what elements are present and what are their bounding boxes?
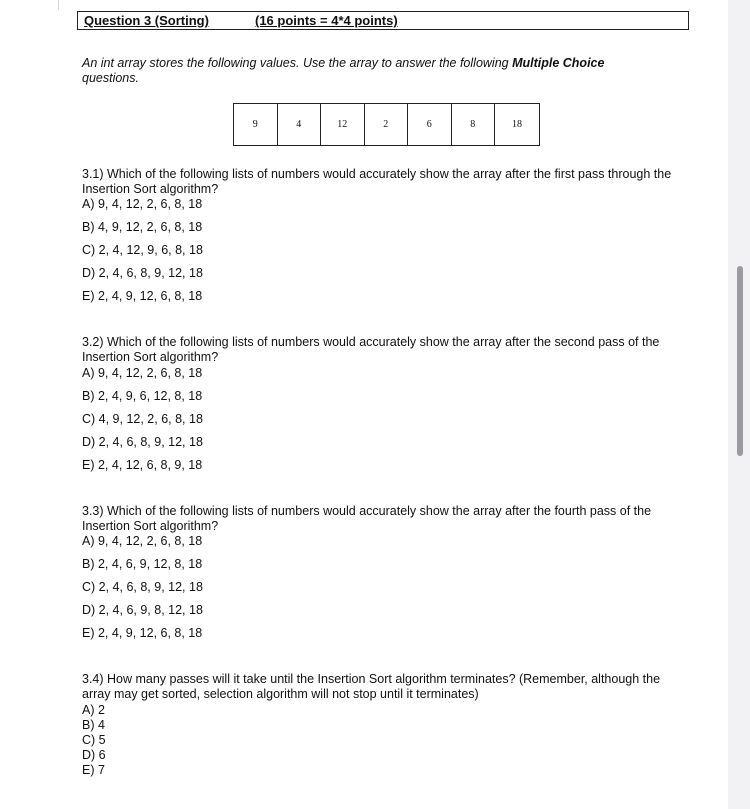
intro-text-end: questions.	[82, 71, 139, 85]
answer-option: A) 9, 4, 12, 2, 6, 8, 18	[82, 534, 203, 548]
answer-option: A) 9, 4, 12, 2, 6, 8, 18	[82, 366, 203, 380]
header-title: Question 3 (Sorting)	[84, 13, 209, 28]
array-table	[233, 103, 540, 146]
answer-option: D) 2, 4, 6, 9, 8, 12, 18	[82, 603, 203, 617]
answer-option: D) 6	[82, 748, 106, 762]
array-cell: 12	[321, 104, 365, 145]
array-cell: 4	[278, 104, 322, 145]
question-prompt: 3.2) Which of the following lists of numbers would accurately show the array after the second pass of the Insertion Sort algorithm?	[82, 335, 660, 364]
header-points: (16 points = 4*4 points)	[255, 13, 398, 28]
answer-option: D) 2, 4, 6, 8, 9, 12, 18	[82, 266, 203, 280]
answer-option: B) 2, 4, 9, 6, 12, 8, 18	[82, 389, 203, 403]
page-edge	[58, 0, 59, 10]
answer-option: E) 7	[82, 763, 105, 777]
array-cell: 9	[234, 104, 278, 145]
answer-option: A) 9, 4, 12, 2, 6, 8, 18	[82, 197, 203, 211]
question-3-4	[82, 672, 687, 777]
array-cell: 8	[452, 104, 496, 145]
question-prompt: 3.4) How many passes will it take until the Insertion Sort algorithm terminates? (Remember, although the array may get sorted, selection algorithm will not stop until it terminates)	[82, 672, 661, 701]
answer-option: E) 2, 4, 12, 6, 8, 9, 18	[82, 458, 203, 472]
answer-option: C) 2, 4, 12, 9, 6, 8, 18	[82, 243, 203, 257]
intro-text: An int array stores the following values. Use the array to answer the following	[82, 56, 513, 70]
question-prompt: 3.3) Which of the following lists of numbers would accurately show the array after the fourth pass of the Insertion Sort algorithm?	[82, 504, 652, 533]
answer-option: C) 2, 4, 6, 8, 9, 12, 18	[82, 580, 203, 594]
answer-option: A) 2	[82, 703, 105, 717]
answer-option: B) 2, 4, 6, 9, 12, 8, 18	[82, 557, 203, 571]
question-3-3	[82, 504, 687, 640]
question-3-2	[82, 335, 687, 472]
answer-option: D) 2, 4, 6, 8, 9, 12, 18	[82, 435, 203, 449]
answer-option: E) 2, 4, 9, 12, 6, 8, 18	[82, 289, 203, 303]
answer-option: C) 5	[82, 733, 106, 747]
question-3-1	[82, 167, 687, 303]
intro-bold: Multiple Choice	[512, 56, 605, 70]
array-cell: 6	[408, 104, 452, 145]
question-header	[77, 11, 689, 30]
answer-option: B) 4, 9, 12, 2, 6, 8, 18	[82, 220, 203, 234]
answer-option: E) 2, 4, 9, 12, 6, 8, 18	[82, 626, 203, 640]
array-cell: 2	[365, 104, 409, 145]
intro-paragraph	[82, 56, 662, 86]
answer-option: C) 4, 9, 12, 2, 6, 8, 18	[82, 412, 203, 426]
array-cell: 18	[512, 119, 522, 130]
question-prompt: 3.1) Which of the following lists of numbers would accurately show the array after the first pass through the Insertion Sort algorithm?	[82, 167, 672, 196]
scrollbar-thumb[interactable]	[737, 266, 743, 456]
answer-option: B) 4	[82, 718, 105, 732]
